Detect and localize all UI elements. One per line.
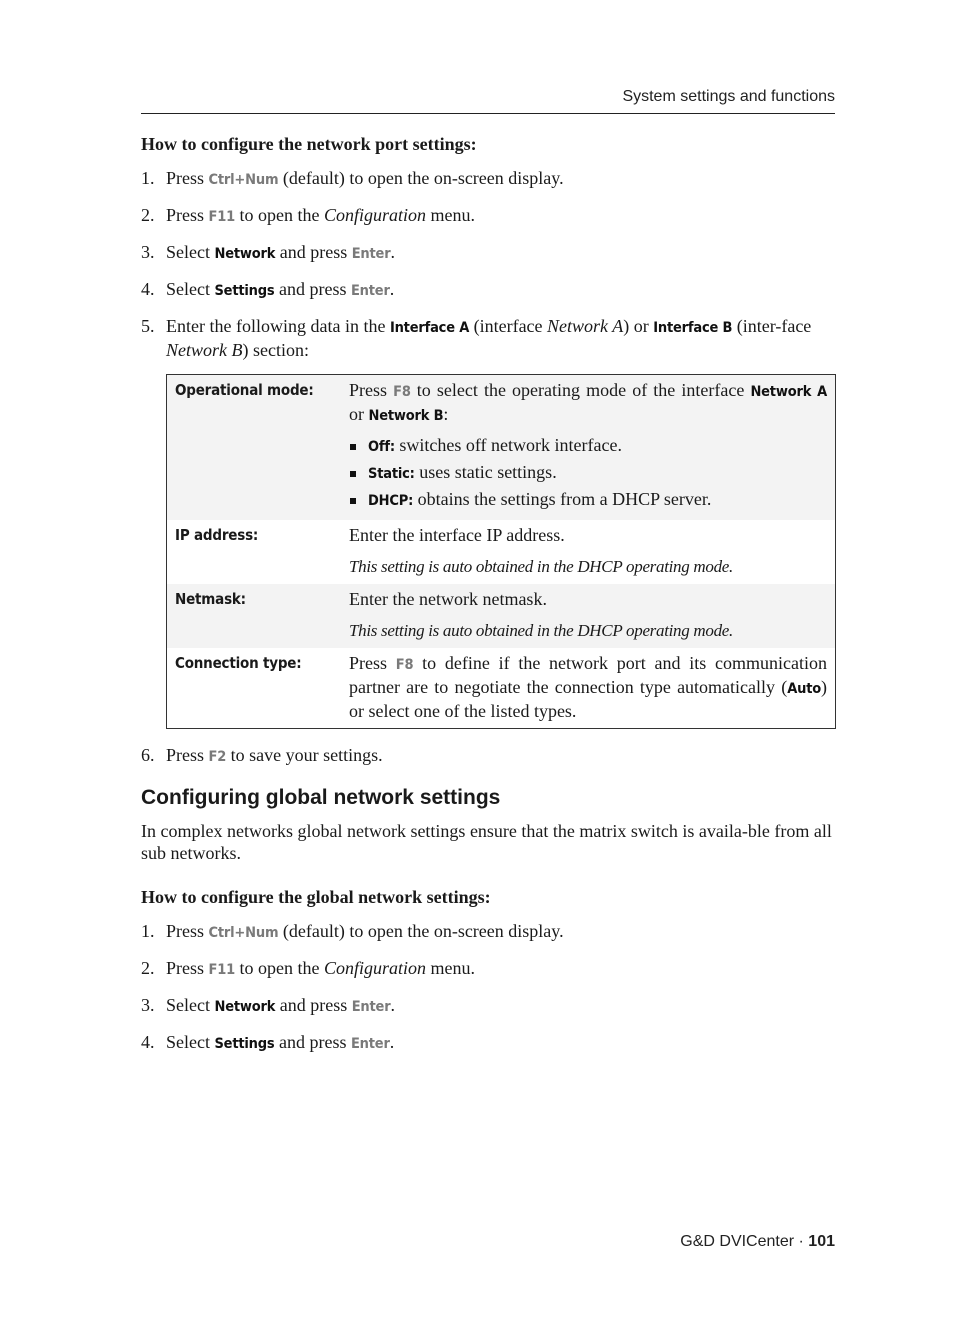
step-3: 3. Select Network and press Enter. — [141, 995, 395, 1015]
menu-item-network: Network — [214, 246, 276, 262]
mode-list — [349, 433, 827, 514]
settings-table — [166, 374, 836, 729]
option-label: Netmask: — [167, 584, 342, 648]
key-f2: F2 — [208, 749, 227, 765]
table-row — [167, 584, 836, 648]
step-number: 4. — [141, 279, 155, 299]
key-f8: F8 — [393, 384, 411, 400]
section-heading: Configuring global network settings — [141, 786, 501, 809]
step-1: 1. Press Ctrl+Num (default) to open the on-screen display. — [141, 168, 564, 188]
table-row — [167, 520, 836, 584]
step-4: 4. Select Settings and press Enter. — [141, 279, 395, 299]
option-description: Press F8 to define if the network port and its communication partner are to negotiate the connection type automatically (Auto) or select one of the listed types. — [349, 653, 827, 721]
key-enter: Enter — [350, 283, 390, 299]
step-number: 3. — [141, 995, 155, 1015]
option-description: Enter the network netmask. This setting is auto obtained in the DHCP operating mode. — [341, 584, 836, 648]
table-row — [167, 375, 836, 521]
section-interface-a: Interface A — [389, 320, 470, 336]
step-2: 2. Press F11 to open the Configuration menu. — [141, 205, 475, 225]
option-label: Connection type: — [175, 654, 302, 672]
step-number: 2. — [141, 205, 155, 225]
key-f11: F11 — [208, 962, 235, 978]
step-number: 4. — [141, 1032, 155, 1052]
key-f8: F8 — [395, 657, 414, 673]
step-number: 2. — [141, 958, 155, 978]
key-f11: F11 — [208, 209, 235, 225]
procedure-heading: How to configure the global network settings: — [141, 887, 491, 907]
step-number: 1. — [141, 921, 155, 941]
note: This setting is auto obtained in the DHCP operating mode. — [349, 557, 733, 576]
page-content — [141, 131, 835, 1068]
menu-item-settings: Settings — [214, 283, 275, 299]
option-label: IP address: — [175, 526, 259, 544]
procedure-steps — [141, 167, 835, 361]
table-row — [167, 648, 836, 729]
section-intro: In complex networks global network settings ensure that the matrix switch is availa-ble from all sub networks. — [141, 821, 832, 863]
step-number: 5. — [141, 316, 155, 336]
option-description: Enter the interface IP address. This setting is auto obtained in the DHCP operating mode. — [341, 520, 836, 584]
header-title: System settings and functions — [622, 88, 835, 105]
key-enter: Enter — [351, 999, 391, 1015]
page-footer — [680, 1233, 835, 1251]
step-number: 1. — [141, 168, 155, 188]
step-4: 4. Select Settings and press Enter. — [141, 1032, 395, 1052]
step-2: 2. Press F11 to open the Configuration menu. — [141, 958, 475, 978]
footer-product: G&D DVICenter · — [680, 1233, 809, 1250]
menu-name: Configuration — [323, 958, 426, 978]
page-number: 101 — [808, 1233, 835, 1250]
step-number: 6. — [141, 745, 155, 765]
procedure-heading: How to configure the network port settings: — [141, 134, 477, 154]
procedure-steps — [141, 920, 835, 1055]
step-6: 6. Press F2 to save your settings. — [141, 745, 383, 765]
menu-item-network: Network — [214, 999, 276, 1015]
key-enter: Enter — [351, 246, 391, 262]
menu-name: Configuration — [323, 205, 426, 225]
list-item: Static: uses static settings. — [349, 460, 827, 487]
running-header — [141, 88, 835, 114]
list-item: DHCP: obtains the settings from a DHCP server. — [349, 487, 827, 514]
step-1: 1. Press Ctrl+Num (default) to open the on-screen display. — [141, 921, 564, 941]
menu-item-settings: Settings — [214, 1036, 275, 1052]
step-5: 5. Enter the following data in the Interface A (interface Network A) or Interface B (inter-face Network B) section: — [141, 316, 812, 360]
note: This setting is auto obtained in the DHCP operating mode. — [349, 621, 733, 640]
procedure-steps-cont — [141, 744, 835, 768]
key-enter: Enter — [350, 1036, 390, 1052]
step-3: 3. Select Network and press Enter. — [141, 242, 395, 262]
key-ctrl-num: Ctrl+Num — [208, 172, 279, 188]
step-number: 3. — [141, 242, 155, 262]
option-description: Press F8 to select the operating mode of the interface Network A or Network B: Off: switches off network interface. Static: uses static settings. DHCP: obtains the settings from a DHCP server. — [341, 375, 836, 521]
key-ctrl-num: Ctrl+Num — [208, 925, 279, 941]
section-interface-b: Interface B — [653, 320, 733, 336]
option-label: Operational mode: — [167, 375, 342, 521]
list-item: Off: switches off network interface. — [349, 433, 827, 460]
